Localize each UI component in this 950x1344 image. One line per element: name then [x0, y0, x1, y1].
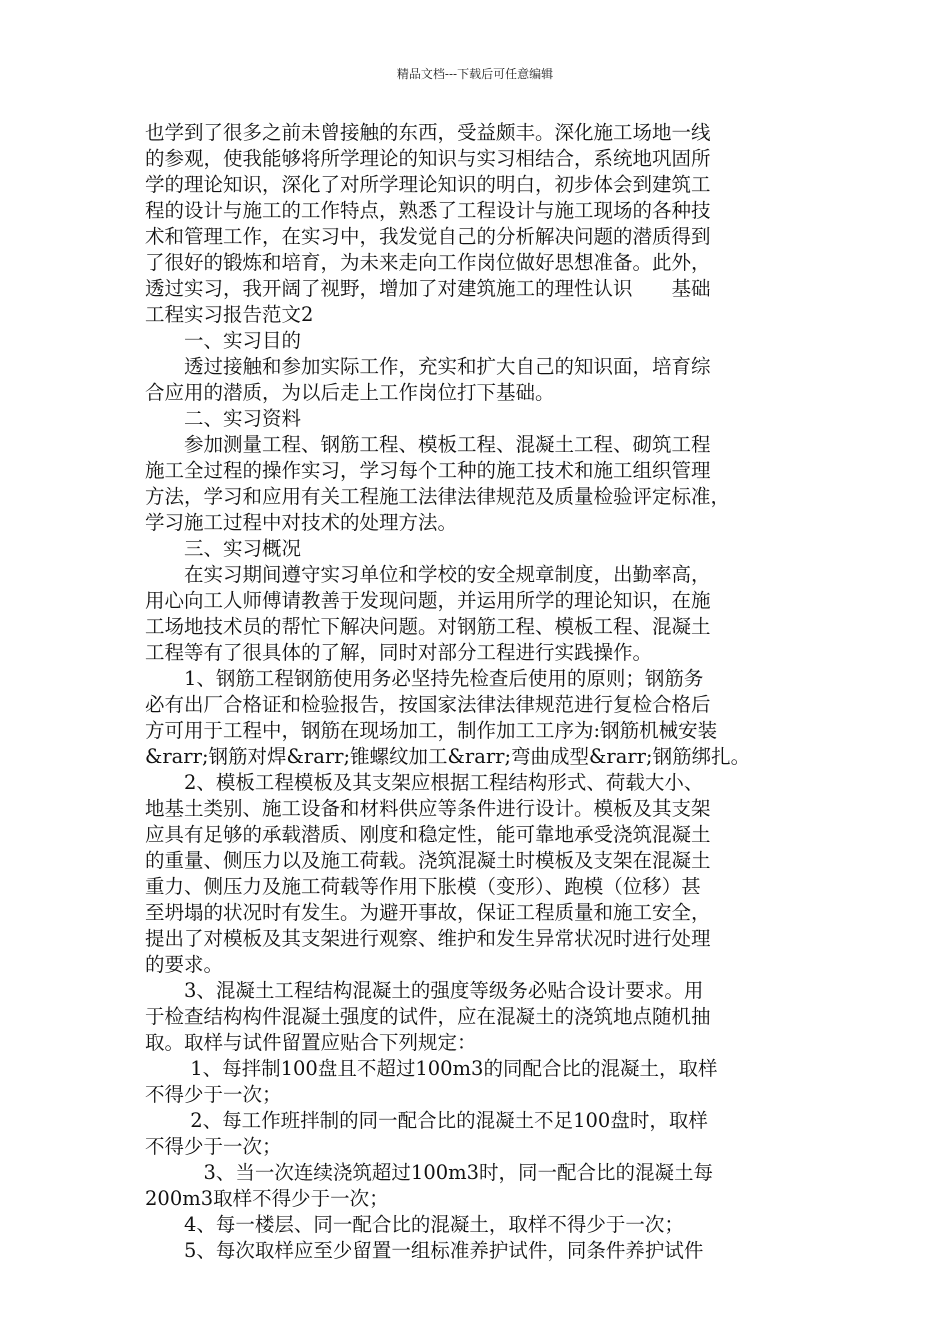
list-item: 4、每一楼层、同一配合比的混凝土，取样不得少于一次；	[145, 1213, 684, 1236]
text-line: 方可用于工程中，钢筋在现场加工，制作加工工序为:钢筋机械安装	[145, 719, 718, 742]
section-heading: 二、实习资料	[145, 407, 302, 430]
text-line: 的要求。	[145, 953, 224, 976]
text-line: 透过实习，我开阔了视野，增加了对建筑施工的理性认识 基础	[145, 277, 711, 300]
text-line: 方法，学习和应用有关工程施工法律法律规范及质量检验评定标准，	[145, 485, 731, 508]
text-line: 必有出厂合格证和检验报告，按国家法律法律规范进行复检合格后	[145, 693, 711, 716]
text-line: 工程等有了很具体的了解，同时对部分工程进行实践操作。	[145, 641, 653, 664]
text-line: 术和管理工作，在实习中，我发觉自己的分析解决问题的潜质得到	[145, 225, 711, 248]
text-line: 学习施工过程中对技术的处理方法。	[145, 511, 458, 534]
list-item: 3、当一次连续浇筑超过100m3时，同一配合比的混凝土每	[145, 1161, 714, 1184]
text-line: 合应用的潜质，为以后走上工作岗位打下基础。	[145, 381, 555, 404]
text-line: 施工全过程的操作实习，学习每个工种的施工技术和施工组织管理	[145, 459, 711, 482]
text-line: 不得少于一次；	[145, 1083, 282, 1106]
text-line: 2、模板工程模板及其支架应根据工程结构形式、荷载大小、	[145, 771, 704, 794]
list-item: 5、每次取样应至少留置一组标准养护试件，同条件养护试件	[145, 1239, 704, 1262]
text-line: 参加测量工程、钢筋工程、模板工程、混凝土工程、砌筑工程	[145, 433, 711, 456]
page-header: 精品文档---下载后可任意编辑	[396, 67, 554, 81]
text-line: 地基土类别、施工设备和材料供应等条件进行设计。模板及其支架	[145, 797, 711, 820]
text-line: 的参观，使我能够将所学理论的知识与实习相结合，系统地巩固所	[145, 147, 711, 170]
text-line: 工程实习报告范文2	[145, 303, 314, 326]
document-body	[145, 120, 825, 1264]
text-line: 程的设计与施工的工作特点，熟悉了工程设计与施工现场的各种技	[145, 199, 711, 222]
text-line: 取。取样与试件留置应贴合下列规定：	[145, 1031, 477, 1054]
text-line: &rarr;钢筋对焊&rarr;锥螺纹加工&rarr;弯曲成型&rarr;钢筋绑扎。	[145, 745, 751, 768]
text-line: 用心向工人师傅请教善于发现问题，并运用所学的理论知识，在施	[145, 589, 711, 612]
text-line: 提出了对模板及其支架进行观察、维护和发生异常状况时进行处理	[145, 927, 711, 950]
text-line: 200m3取样不得少于一次；	[145, 1187, 389, 1210]
text-line: 应具有足够的承载潜质、刚度和稳定性，能可靠地承受浇筑混凝土	[145, 823, 711, 846]
text-line: 了很好的锻炼和培育，为未来走向工作岗位做好思想准备。此外，	[145, 251, 711, 274]
text-line: 于检查结构构件混凝土强度的试件，应在混凝土的浇筑地点随机抽	[145, 1005, 711, 1028]
text-line: 学的理论知识，深化了对所学理论知识的明白，初步体会到建筑工	[145, 173, 711, 196]
section-heading: 一、实习目的	[145, 329, 302, 352]
text-line: 的重量、侧压力以及施工荷载。浇筑混凝土时模板及支架在混凝土	[145, 849, 711, 872]
text-line: 1、钢筋工程钢筋使用务必坚持先检查后使用的原则；钢筋务	[145, 667, 704, 690]
text-line: 至坍塌的状况时有发生。为避开事故，保证工程质量和施工安全，	[145, 901, 711, 924]
text-line: 3、混凝土工程结构混凝土的强度等级务必贴合设计要求。用	[145, 979, 704, 1002]
text-line: 工场地技术员的帮忙下解决问题。对钢筋工程、模板工程、混凝土	[145, 615, 711, 638]
list-item: 1、每拌制100盘且不超过100m3的同配合比的混凝土，取样	[145, 1057, 718, 1080]
text-line: 在实习期间遵守实习单位和学校的安全规章制度，出勤率高，	[145, 563, 711, 586]
text-line: 不得少于一次；	[145, 1135, 282, 1158]
section-heading: 三、实习概况	[145, 537, 302, 560]
text-line: 也学到了很多之前未曾接触的东西，受益颇丰。深化施工场地一线	[145, 121, 711, 144]
list-item: 2、每工作班拌制的同一配合比的混凝土不足100盘时，取样	[145, 1109, 708, 1132]
text-line: 重力、侧压力及施工荷载等作用下胀模（变形）、跑模（位移）甚	[145, 875, 701, 898]
text-line: 透过接触和参加实际工作，充实和扩大自己的知识面，培育综	[145, 355, 711, 378]
